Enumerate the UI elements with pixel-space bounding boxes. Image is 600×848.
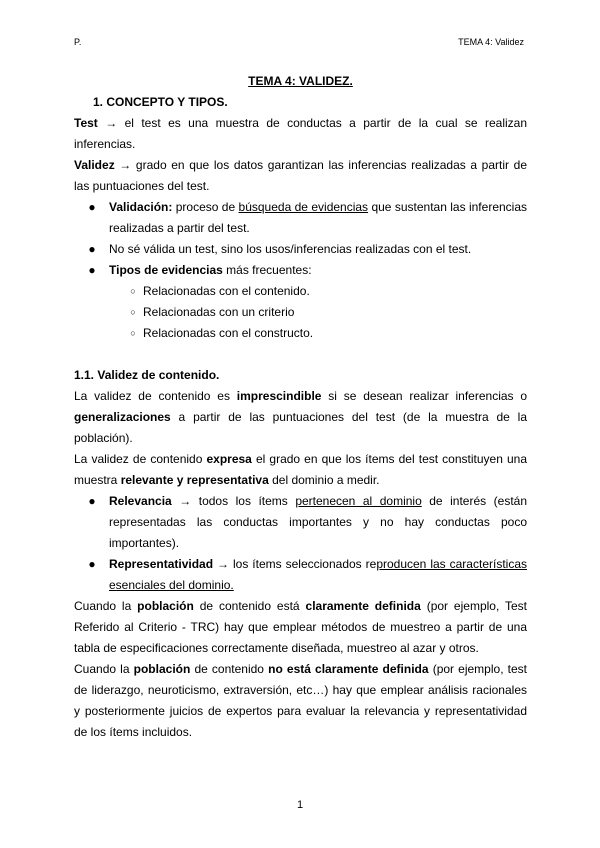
paragraph-validez-text: → grado en que los datos garantizan las inferencias realizadas a partir de las puntuaciones del test. <box>74 158 527 193</box>
document-body <box>74 71 527 743</box>
sub-list-text: Relacionadas con el constructo. <box>143 326 314 340</box>
term-validez: Validez <box>74 158 115 172</box>
circle-bullet-icon: ○ <box>130 328 136 338</box>
underlined-text: producen las características esenciales del dominio. <box>109 557 527 592</box>
bullet-text: que sustentan las inferencias realizadas a partir del test. <box>109 200 528 235</box>
bullet-text: No sé válida un test, sino los usos/inferencias realizadas con el test. <box>109 242 472 256</box>
document-title: TEMA 4: VALIDEZ. <box>248 74 353 88</box>
sub-list-text: Relacionadas con el contenido. <box>143 284 310 298</box>
bullet-term: Validación: <box>109 200 173 214</box>
list-item <box>74 239 527 260</box>
bullet-icon: ● <box>88 200 96 214</box>
sub-list-text: Relacionadas con un criterio <box>143 305 295 319</box>
underlined-text: pertenecen al dominio <box>295 494 422 508</box>
paragraph: La validez de contenido es imprescindible si se desean realizar inferencias o generalizaciones a partir de las puntuaciones del test (de la muestra de la población). <box>74 389 528 445</box>
bullet-term: Tipos de evidencias <box>109 263 223 277</box>
term-test: Test <box>74 116 98 130</box>
section-heading-1-1: 1.1. Validez de contenido. <box>74 368 220 382</box>
circle-bullet-icon: ○ <box>130 307 136 317</box>
bullet-icon: ● <box>88 557 96 571</box>
list-item <box>74 260 527 281</box>
sub-list-item <box>74 323 527 344</box>
bullet-term: Relevancia <box>109 494 172 508</box>
section-heading-1: 1. CONCEPTO Y TIPOS. <box>93 95 228 109</box>
bullet-icon: ● <box>88 494 96 508</box>
list-item: ● Relevancia → todos los ítems pertenecen al dominio de interés (están representadas las conductas importantes y no hay conductas poco importantes). <box>74 491 527 554</box>
bullet-text: más frecuentes: <box>222 263 312 277</box>
header-title: TEMA 4: Validez <box>458 37 524 47</box>
bullet-term: Representatividad <box>109 557 214 571</box>
paragraph-test <box>74 113 527 155</box>
paragraph-validez <box>74 155 527 197</box>
paragraph: La validez de contenido expresa el grado en que los ítems del test constituyen una muestra relevante y representativa del dominio a medir. <box>74 452 527 487</box>
paragraph: Cuando la población de contenido está claramente definida (por ejemplo, Test Referido al Criterio - TRC) hay que emplear métodos de muestreo a partir de una tabla de especificaciones correctamente diseñada, muestreo al azar y otros. <box>74 599 527 655</box>
bullet-icon: ● <box>88 263 96 277</box>
underlined-text: búsqueda de evidencias <box>238 200 369 214</box>
paragraph-test-text: → el test es una muestra de conductas a partir de la cual se realizan inferencias. <box>74 116 527 151</box>
page-number: 1 <box>296 799 304 811</box>
sub-list-item <box>74 281 527 302</box>
sub-list-item <box>74 302 527 323</box>
bullet-text: proceso de <box>172 200 239 214</box>
paragraph: Cuando la población de contenido no está claramente definida (por ejemplo, test de liderazgo, neuroticismo, extraversión, etc…) hay que emplear análisis racionales y posteriormente juicios de expertos para evaluar la relevancia y representatividad de los ítems incluidos. <box>74 662 527 739</box>
list-item: ● Representatividad → los ítems seleccionados reproducen las características esenciales del dominio. <box>74 554 527 596</box>
bullet-icon: ● <box>88 242 96 256</box>
circle-bullet-icon: ○ <box>130 286 136 296</box>
list-item <box>74 197 527 239</box>
header-author: P. <box>74 37 82 47</box>
